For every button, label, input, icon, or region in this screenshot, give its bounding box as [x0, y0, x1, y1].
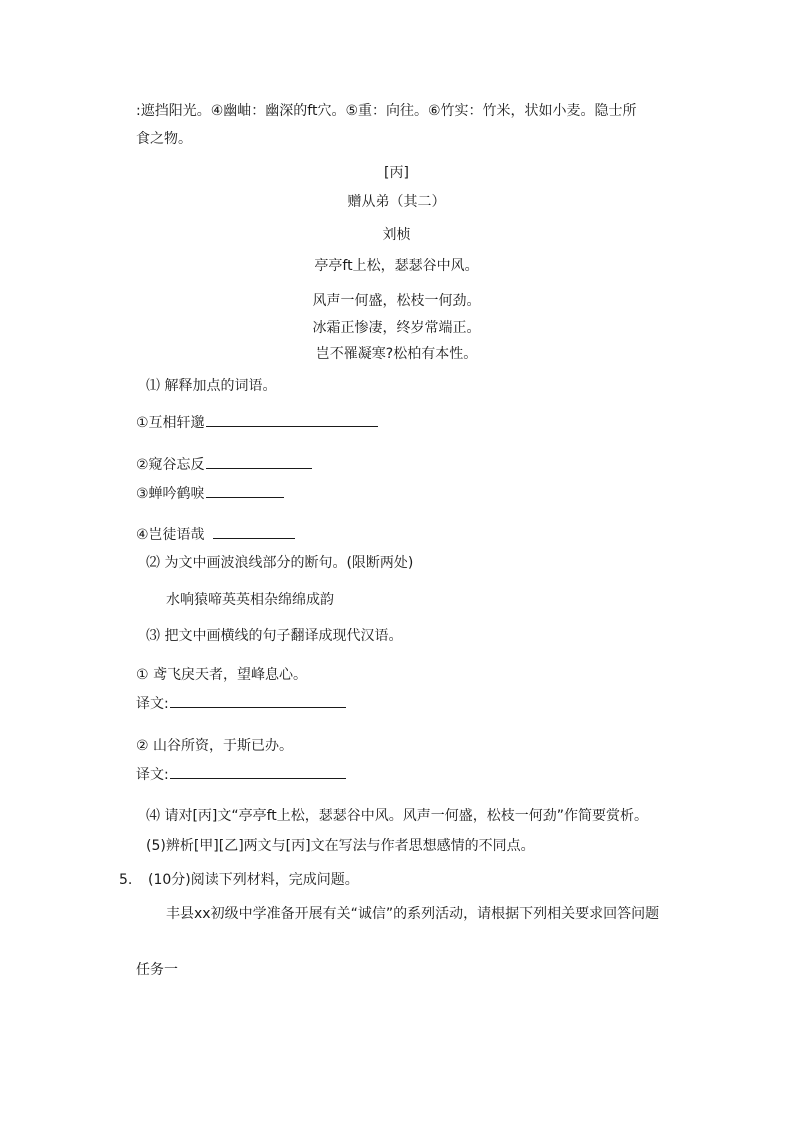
translation-blank-1[interactable] [170, 693, 346, 708]
poem-line-2: 风声一何盛，松枝一何劲。 [312, 293, 481, 309]
vocab-item-2-label: ②窥谷忘反 [136, 457, 205, 473]
vocab-item-2 [136, 454, 312, 475]
vocab-item-4 [136, 524, 295, 545]
translation-row-2 [136, 764, 346, 785]
translation-row-1 [136, 693, 346, 714]
translation-label-2: 译文: [136, 767, 169, 783]
question-number-5: 5. [119, 872, 133, 888]
vocab-item-1-label: ①互相轩邈 [136, 415, 205, 431]
question-5-heading: (10分)阅读下列材料，完成问题。 [148, 872, 359, 888]
annotation-line-2: 食之物。 [136, 131, 192, 147]
poem-line-3: 冰霜正惨凄，终岁常端正。 [312, 320, 481, 336]
translation-label-1: 译文: [136, 696, 169, 712]
poem-title: 赠从弟（其二） [347, 194, 446, 210]
vocab-item-3-label: ③蝉吟鹤唳 [136, 486, 205, 502]
question-1-prompt: ⑴ 解释加点的词语。 [146, 378, 277, 394]
punctuation-passage: 水响猿啼英英相杂绵绵成韵 [166, 592, 334, 608]
answer-blank-2[interactable] [206, 454, 312, 469]
question-5-prompt: (5)辨析[甲][乙]两文与[丙]文在写法与作者思想感情的不同点。 [146, 838, 535, 854]
task-heading: 任务一 [136, 962, 178, 978]
poem-author: 刘桢 [382, 227, 411, 243]
answer-blank-4[interactable] [213, 524, 295, 539]
answer-blank-3[interactable] [206, 483, 284, 498]
poem-line-4: 岂不罹凝寒?松柏有本性。 [315, 346, 478, 362]
vocab-item-3 [136, 483, 284, 504]
question-5-body: 丰县xx初级中学准备开展有关“诚信”的系列活动，请根据下列相关要求回答问题 [166, 906, 660, 922]
question-4-prompt: ⑷ 请对[丙]文“亭亭ft上松，瑟瑟谷中风。风声一何盛，松枝一何劲”作简要赏析。 [146, 808, 649, 824]
answer-blank-1[interactable] [206, 412, 378, 427]
translation-blank-2[interactable] [170, 764, 346, 779]
question-3-prompt: ⑶ 把文中画横线的句子翻译成现代汉语。 [146, 628, 403, 644]
translate-sentence-1: ① 鸢飞戾天者，望峰息心。 [136, 667, 308, 683]
poem-section-label: [丙] [384, 165, 409, 181]
vocab-item-1 [136, 412, 378, 433]
annotation-line-1: :遮挡阳光。④幽岫：幽深的ft穴。⑤重：向往。⑥竹实：竹米，状如小麦。隐士所 [136, 103, 637, 119]
question-2-prompt: ⑵ 为文中画波浪线部分的断句。(限断两处) [146, 555, 414, 571]
vocab-item-4-label: ④岂徒语哉 [136, 527, 205, 543]
translate-sentence-2: ② 山谷所资，于斯已办。 [136, 738, 294, 754]
poem-line-1: 亭亭ft上松，瑟瑟谷中风。 [314, 258, 479, 274]
